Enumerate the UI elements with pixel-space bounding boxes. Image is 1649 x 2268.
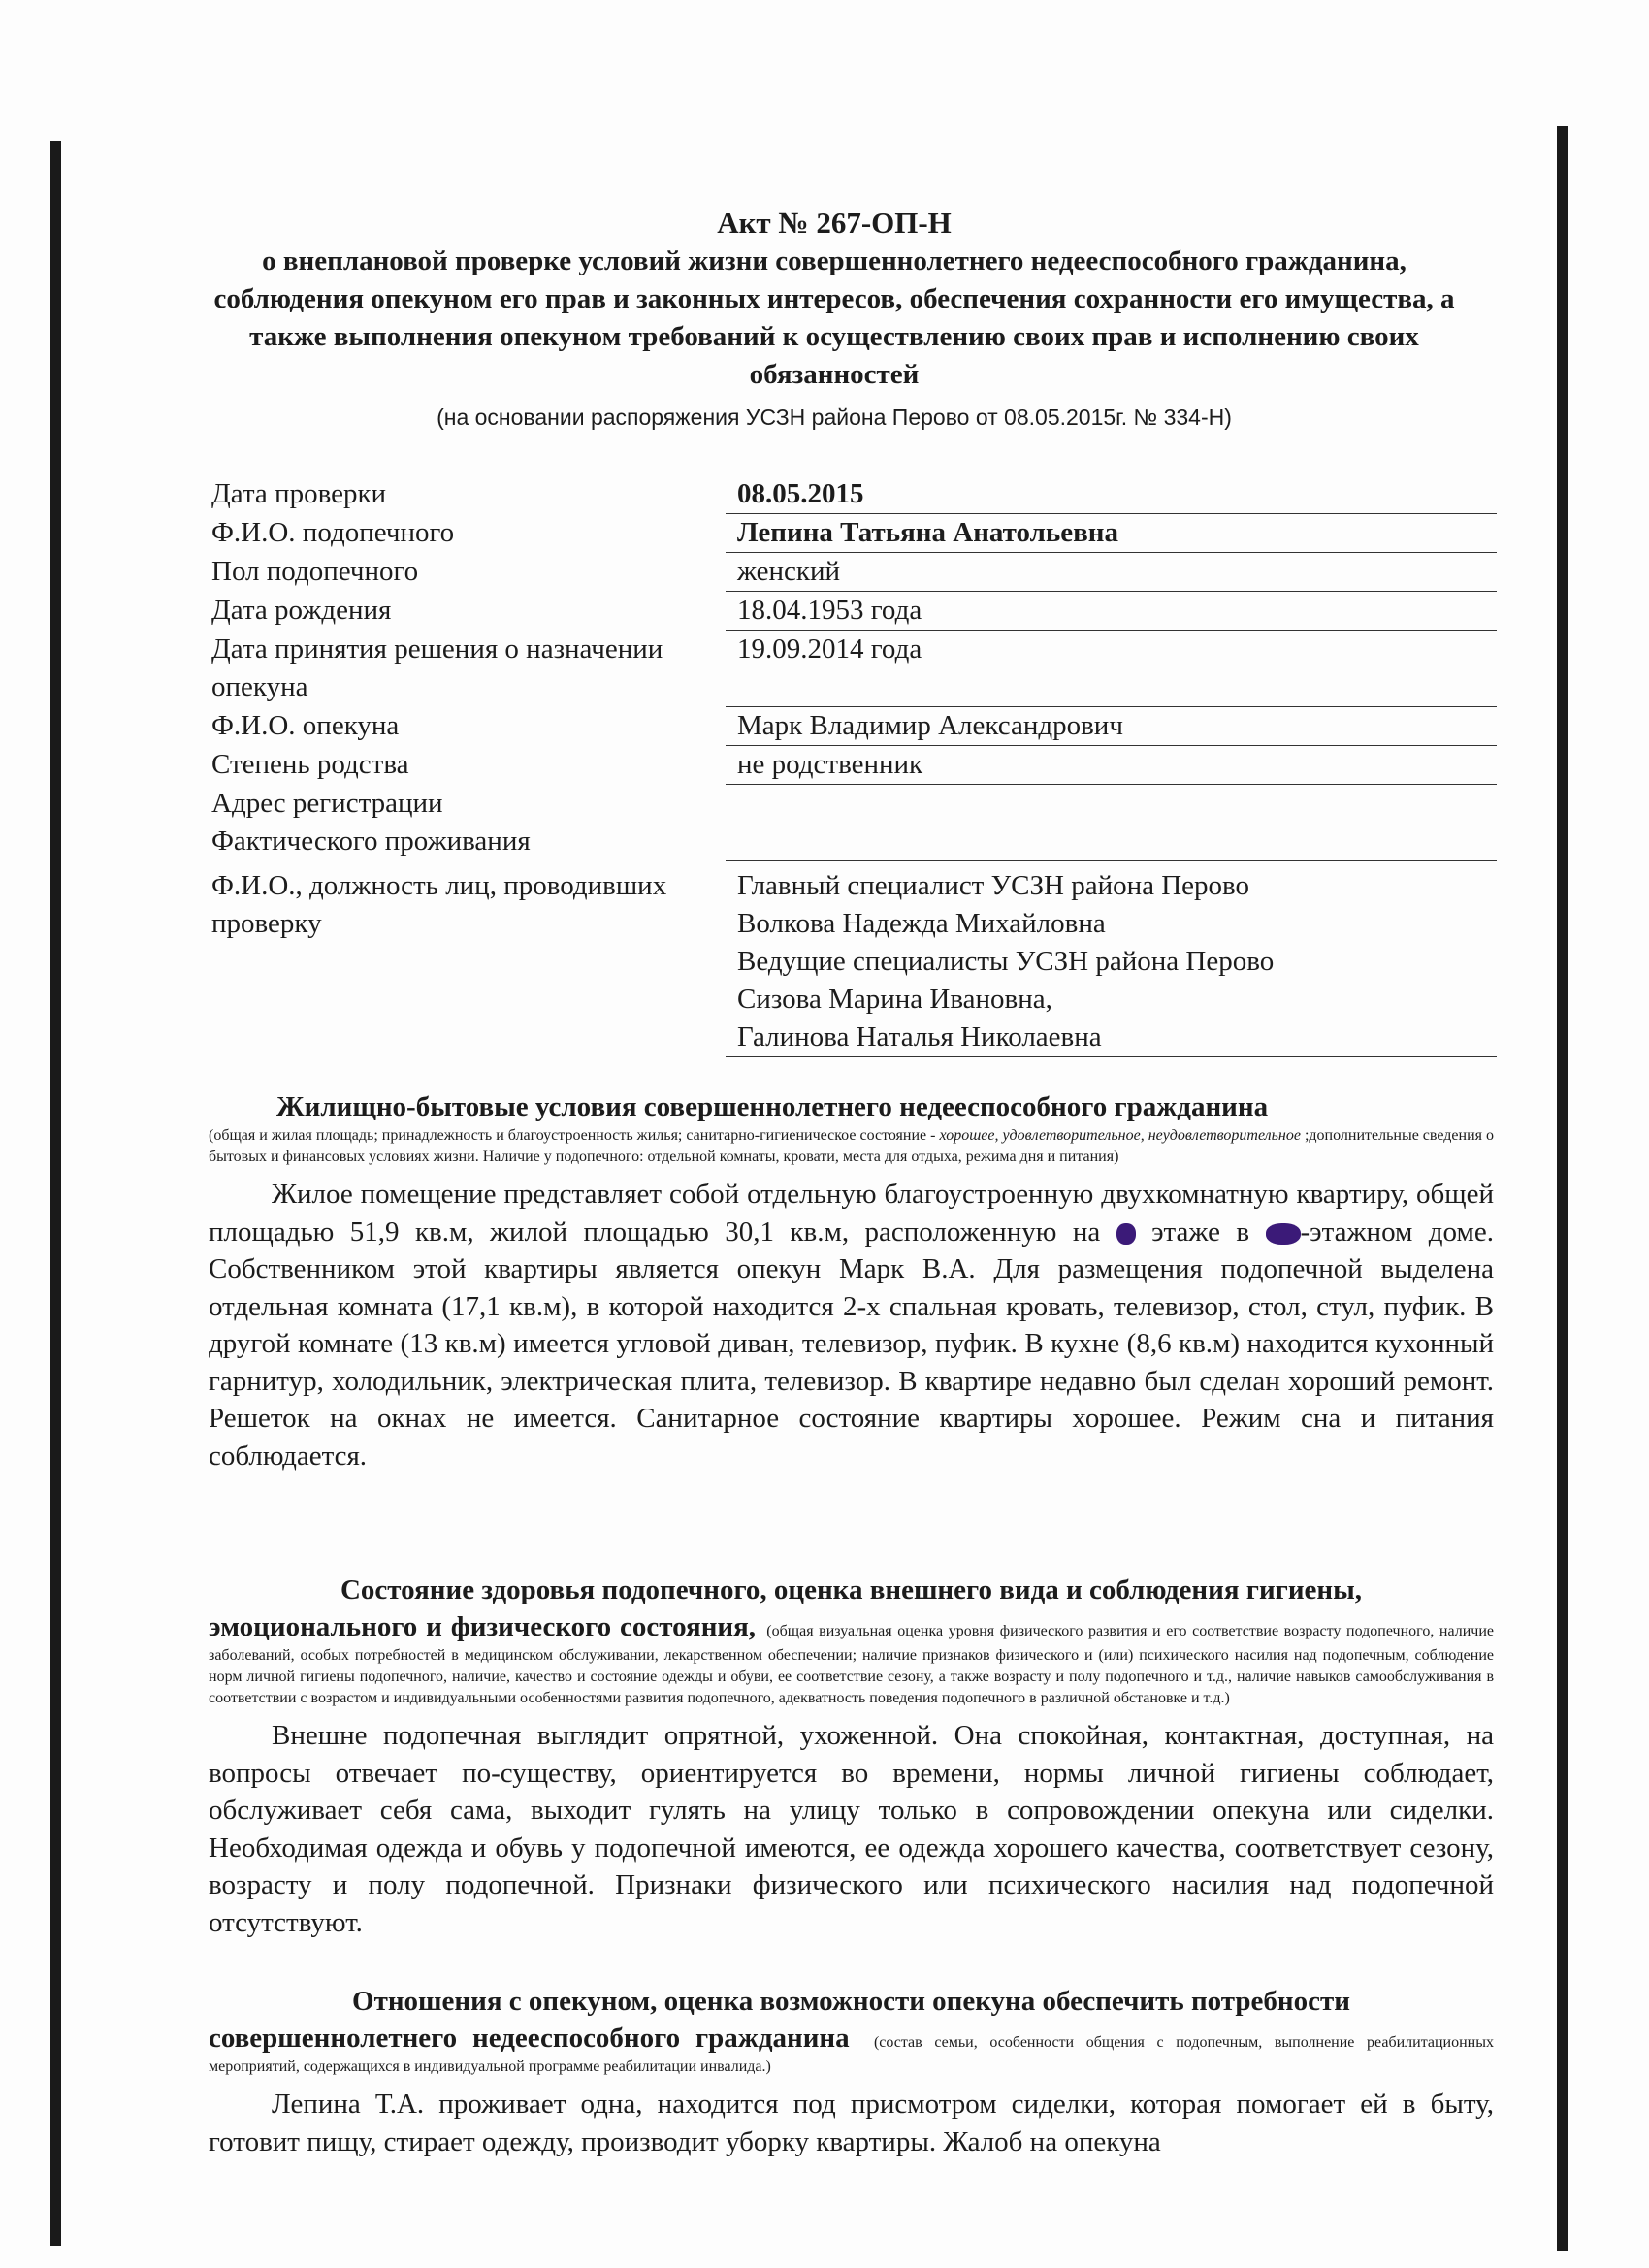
form-row-birth-date bbox=[211, 592, 1497, 631]
field-label: Пол подопечного bbox=[211, 556, 419, 587]
form-row-inspectors bbox=[211, 867, 1497, 1057]
form-row-ward-name bbox=[211, 514, 1497, 553]
field-label: Ф.И.О. опекуна bbox=[211, 710, 400, 741]
scan-border-left bbox=[50, 141, 61, 2246]
section-note: (состав семьи, особенности общения с подопечным, выполнение реабилитационных мероприятий, содержащихся в индивидуальной программе реабилитации инвалида.) bbox=[209, 2034, 1494, 2075]
inspector-line: Ведущие специалисты УСЗН района Перово bbox=[737, 946, 1275, 977]
field-value-ward-name: Лепина Татьяна Анатольевна bbox=[726, 514, 1497, 553]
redaction-blot bbox=[1116, 1223, 1136, 1245]
form-row-guardian-name bbox=[211, 707, 1497, 746]
field-label: Адрес регистрации bbox=[211, 788, 443, 819]
field-label: Фактического проживания bbox=[211, 826, 531, 857]
field-value-relation: не родственник bbox=[726, 746, 1497, 785]
act-subtitle: о внеплановой проверке условий жизни совершеннолетнего недееспособного гражданина, соблюдения опекуном его прав и законных интересов, обеспечения сохранности его имущества, а также выполнения опекуном требований к осуществлению своих прав и исполнению своих обязанностей bbox=[213, 245, 1455, 390]
inspector-line: Галинова Наталья Николаевна bbox=[737, 1021, 1102, 1053]
field-value-check-date: 08.05.2015 bbox=[726, 475, 1497, 514]
section-note: (общая визуальная оценка уровня физического развития и его соответствие возрасту подопечного, наличие заболеваний, особых потребностей в медицинском обслуживании, лекарственном обеспечении; наличие признаков физического и (или) психического насилия над подопечным, соблюдение норм личной гигиены подопечного, наличие, качество и состояние одежды и обуви, ее соответствие сезону, а также возрасту и полу подопечного и т.д., наличие навыков самообслуживания в соответствии с возрастом и индивидуальными особенностями развития подопечного, адекватность поведения подопечного в различной обстановке и т.д.) bbox=[209, 1623, 1494, 1706]
section-text bbox=[209, 1176, 1494, 1474]
section-note bbox=[209, 1125, 1494, 1168]
field-value-address bbox=[726, 785, 1497, 861]
text-part: Жилое помещение представляет собой отдельную благоустроенную двухкомнатную квартиру, общей площадью 51,9 кв.м, жилой площадью 30,1 кв.м, расположенную на bbox=[209, 1179, 1494, 1247]
form-row-address bbox=[211, 785, 1497, 861]
field-label: Дата принятия решения о назначении опекуна bbox=[211, 633, 663, 702]
inspector-line: Сизова Марина Ивановна, bbox=[737, 984, 1052, 1015]
text-part: этаже в bbox=[1135, 1215, 1266, 1247]
note-part: ;дополнительные сведения о бытовых и финансовых условиях жизни. Наличие у подопечного: отдельной комнаты, кровати, места для отдыха, режима дня и питания) bbox=[209, 1127, 1495, 1165]
field-label: Степень родства bbox=[211, 749, 409, 780]
form-row-relation bbox=[211, 746, 1497, 785]
inspection-form bbox=[211, 475, 1497, 1057]
text-part: -этажном доме. Собственником этой квартиры является опекун Марк В.А. Для размещения подопечной выделена отдельная комната (17,1 кв.м), в которой находится 2-х спальная кровать, телевизор, стол, стул, пуфик. В другой комнате (13 кв.м) имеется угловой диван, телевизор, пуфик. В кухне (8,6 кв.м) находится кухонный гарнитур, холодильник, электрическая плита, телевизор. В квартире недавно был сделан хороший ремонт. Решеток на окнах не имеется. Санитарное состояние квартиры хорошее. Режим сна и питания соблюдается. bbox=[209, 1215, 1494, 1472]
section-title: Отношения с опекуном, оценка возможности опекуна обеспечить потребности bbox=[352, 1986, 1350, 2017]
section-title: эмоционального и физического состояния, bbox=[209, 1611, 757, 1642]
inspector-line: Главный специалист УСЗН района Перово bbox=[737, 870, 1250, 901]
section-relations bbox=[209, 1983, 1494, 2160]
section-title-and-note bbox=[209, 2020, 1494, 2078]
form-row-decision-date bbox=[211, 631, 1497, 707]
section-title: Жилищно-бытовые условия совершеннолетнего недееспособного гражданина bbox=[276, 1091, 1269, 1122]
field-value-decision-date: 19.09.2014 года bbox=[726, 631, 1497, 707]
redaction-blot bbox=[1266, 1223, 1301, 1245]
field-value-inspectors bbox=[726, 867, 1497, 1057]
form-row-check-date bbox=[211, 475, 1497, 514]
field-label: Дата проверки bbox=[211, 478, 387, 509]
field-value-ward-sex: женский bbox=[726, 553, 1497, 592]
note-part: (общая и жилая площадь; принадлежность и благоустроенность жилья; санитарно-гигиеническое состояние - bbox=[209, 1127, 940, 1144]
inspector-line: Волкова Надежда Михайловна bbox=[737, 908, 1106, 939]
field-label: Дата рождения bbox=[211, 595, 392, 626]
section-text: Внешне подопечная выглядит опрятной, ухоженной. Она спокойная, контактная, доступная, на вопросы отвечает по-существу, ориентируется во времени, нормы личной гигиены соблюдает, обслуживает себя сама, выходит гулять на улицу только в сопровождении опекуна или сиделки. Необходимая одежда и обувь у подопечной имеются, ее одежда хорошего качества, соответствует сезону, возрасту и полу подопечной. Признаки физического или психического насилия над подопечной отсутствуют. bbox=[209, 1720, 1494, 1938]
act-header bbox=[194, 204, 1474, 435]
field-label-address bbox=[211, 785, 726, 860]
scan-border-right bbox=[1557, 126, 1568, 2251]
note-part: хорошее, удовлетворительное, неудовлетворительное bbox=[939, 1127, 1301, 1144]
section-text: Лепина Т.А. проживает одна, находится под присмотром сиделки, которая помогает ей в быту, готовит пищу, стирает одежду, производит уборку квартиры. Жалоб на опекуна bbox=[209, 2089, 1494, 2157]
field-label: Ф.И.О., должность лиц, проводивших проверку bbox=[211, 870, 667, 939]
section-title-and-note bbox=[209, 1608, 1494, 1709]
act-basis: (на основании распоряжения УСЗН района Перово от 08.05.2015г. № 334-Н) bbox=[436, 405, 1232, 430]
form-row-ward-sex bbox=[211, 553, 1497, 592]
act-title: Акт № 267-ОП-Н bbox=[717, 206, 952, 240]
section-housing bbox=[209, 1088, 1494, 1474]
field-label: Ф.И.О. подопечного bbox=[211, 517, 455, 548]
section-health bbox=[209, 1571, 1494, 1941]
field-value-guardian-name: Марк Владимир Александрович bbox=[726, 707, 1497, 746]
section-title: совершеннолетнего недееспособного гражданина bbox=[209, 2023, 850, 2054]
field-value-birth-date: 18.04.1953 года bbox=[726, 592, 1497, 631]
section-title: Состояние здоровья подопечного, оценка внешнего вида и соблюдения гигиены, bbox=[340, 1574, 1363, 1605]
